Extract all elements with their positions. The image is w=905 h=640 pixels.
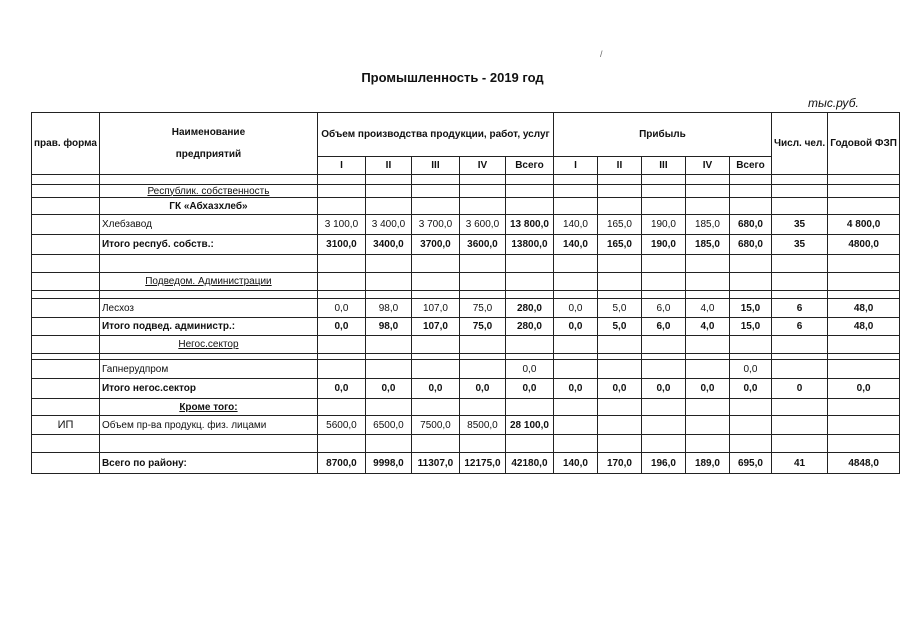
spacer-row	[32, 175, 900, 185]
cell: 5,0	[597, 299, 641, 318]
table-row	[32, 416, 900, 435]
cell: 98,0	[365, 299, 411, 318]
cell: 75,0	[459, 299, 505, 318]
cell: 8500,0	[459, 416, 505, 435]
cell: 196,0	[641, 453, 685, 474]
cell: 4,0	[685, 299, 729, 318]
section-label: Подведом. Администрации	[99, 273, 317, 291]
cell: 4,0	[685, 318, 729, 336]
header-prav-forma: прав. форма	[32, 113, 100, 175]
cell: 6	[771, 318, 827, 336]
header-naim-top: Наименование	[171, 126, 246, 138]
section-row	[32, 198, 900, 215]
empty-row	[32, 291, 900, 299]
cell: 0,0	[459, 379, 505, 399]
section-label: Негос.сектор	[99, 336, 317, 354]
cell: 3600,0	[459, 235, 505, 255]
cell: 0,0	[365, 379, 411, 399]
cell: 48,0	[828, 318, 900, 336]
section-row	[32, 185, 900, 198]
cell: 0	[771, 379, 827, 399]
header-vol-q4: IV	[459, 157, 505, 175]
cell: 0,0	[828, 379, 900, 399]
cell: 98,0	[365, 318, 411, 336]
cell: 15,0	[729, 318, 771, 336]
cell: 0,0	[317, 318, 365, 336]
industry-table	[31, 112, 900, 474]
cell: 680,0	[729, 235, 771, 255]
header-chisl: Числ. чел.	[771, 113, 827, 175]
cell: 41	[771, 453, 827, 474]
cell: 189,0	[685, 453, 729, 474]
cell: 11307,0	[411, 453, 459, 474]
header-vol-total: Всего	[505, 157, 553, 175]
row-name: Итого респуб. собств.:	[99, 235, 317, 255]
row-name: Итого подвед. администр.:	[99, 318, 317, 336]
cell: 28 100,0	[505, 416, 553, 435]
cell: 280,0	[505, 318, 553, 336]
row-name: Гапнерудпром	[99, 360, 317, 379]
cell: 280,0	[505, 299, 553, 318]
header-vol-q2: II	[365, 157, 411, 175]
table-row	[32, 360, 900, 379]
cell: 3100,0	[317, 235, 365, 255]
cell: 140,0	[553, 215, 597, 235]
cell: 0,0	[505, 379, 553, 399]
section-row	[32, 273, 900, 291]
cell: 3 600,0	[459, 215, 505, 235]
header-profit-q2: II	[597, 157, 641, 175]
cell: 0,0	[597, 379, 641, 399]
cell: 170,0	[597, 453, 641, 474]
cell: 0,0	[317, 299, 365, 318]
grand-total-row	[32, 453, 900, 474]
cell: 4 800,0	[828, 215, 900, 235]
header-profit-q4: IV	[685, 157, 729, 175]
row-name: Объем пр-ва продукц. физ. лицами	[99, 416, 317, 435]
header-vol-q3: III	[411, 157, 459, 175]
cell: 9998,0	[365, 453, 411, 474]
cell: 140,0	[553, 235, 597, 255]
header-naim	[99, 113, 317, 175]
cell: 6,0	[641, 299, 685, 318]
row-name: Всего по району:	[99, 453, 317, 474]
row-name: Лесхоз	[99, 299, 317, 318]
cell: 5600,0	[317, 416, 365, 435]
header-profit-total: Всего	[729, 157, 771, 175]
empty-row	[32, 435, 900, 453]
cell: 15,0	[729, 299, 771, 318]
row-name: Хлебзавод	[99, 215, 317, 235]
cell: 6500,0	[365, 416, 411, 435]
cell: 140,0	[553, 453, 597, 474]
cell: 190,0	[641, 235, 685, 255]
section-row	[32, 399, 900, 416]
cell: 4848,0	[828, 453, 900, 474]
cell: 7500,0	[411, 416, 459, 435]
header-vol-q1: I	[317, 157, 365, 175]
cell: 0,0	[317, 379, 365, 399]
cell: 0,0	[729, 360, 771, 379]
cell: 165,0	[597, 235, 641, 255]
empty-row	[32, 255, 900, 273]
row-form: ИП	[32, 416, 100, 435]
header-profit-q3: III	[641, 157, 685, 175]
cell: 12175,0	[459, 453, 505, 474]
page-title: Промышленность - 2019 год	[361, 70, 544, 85]
cell: 13 800,0	[505, 215, 553, 235]
cell: 42180,0	[505, 453, 553, 474]
cell: 3 100,0	[317, 215, 365, 235]
cell: 165,0	[597, 215, 641, 235]
cell: 5,0	[597, 318, 641, 336]
cell: 48,0	[828, 299, 900, 318]
cell: 4800,0	[828, 235, 900, 255]
cell: 695,0	[729, 453, 771, 474]
cell: 185,0	[685, 215, 729, 235]
cell: 680,0	[729, 215, 771, 235]
cell: 0,0	[505, 360, 553, 379]
cell: 0,0	[411, 379, 459, 399]
total-row	[32, 379, 900, 399]
cell: 13800,0	[505, 235, 553, 255]
cell: 6,0	[641, 318, 685, 336]
cell: 3 700,0	[411, 215, 459, 235]
cell: 3700,0	[411, 235, 459, 255]
row-name: Итого негос.сектор	[99, 379, 317, 399]
cell: 107,0	[411, 299, 459, 318]
total-row	[32, 318, 900, 336]
cell: 107,0	[411, 318, 459, 336]
pen-mark: /	[600, 49, 603, 59]
header-fzp: Годовой ФЗП	[828, 113, 900, 175]
cell: 0,0	[641, 379, 685, 399]
unit-label: тыс.руб.	[808, 96, 859, 110]
total-row	[32, 235, 900, 255]
header-naim-bottom: предприятий	[175, 148, 242, 160]
section-row	[32, 336, 900, 354]
cell: 0,0	[685, 379, 729, 399]
cell: 190,0	[641, 215, 685, 235]
cell: 185,0	[685, 235, 729, 255]
cell: 0,0	[729, 379, 771, 399]
section-label: Кроме того:	[99, 399, 317, 416]
cell: 75,0	[459, 318, 505, 336]
table-row	[32, 299, 900, 318]
cell: 35	[771, 235, 827, 255]
header-row-1	[32, 113, 900, 157]
cell: 0,0	[553, 379, 597, 399]
cell: 0,0	[553, 318, 597, 336]
header-volume: Объем производства продукции, работ, услуг	[317, 113, 553, 157]
cell: 6	[771, 299, 827, 318]
section-label: Республик. собственность	[99, 185, 317, 198]
cell: 0,0	[553, 299, 597, 318]
cell: 3400,0	[365, 235, 411, 255]
cell: 35	[771, 215, 827, 235]
cell: 8700,0	[317, 453, 365, 474]
table-row	[32, 215, 900, 235]
section-label: ГК «Абхазхлеб»	[99, 198, 317, 215]
cell: 3 400,0	[365, 215, 411, 235]
header-profit: Прибыль	[553, 113, 771, 157]
header-profit-q1: I	[553, 157, 597, 175]
